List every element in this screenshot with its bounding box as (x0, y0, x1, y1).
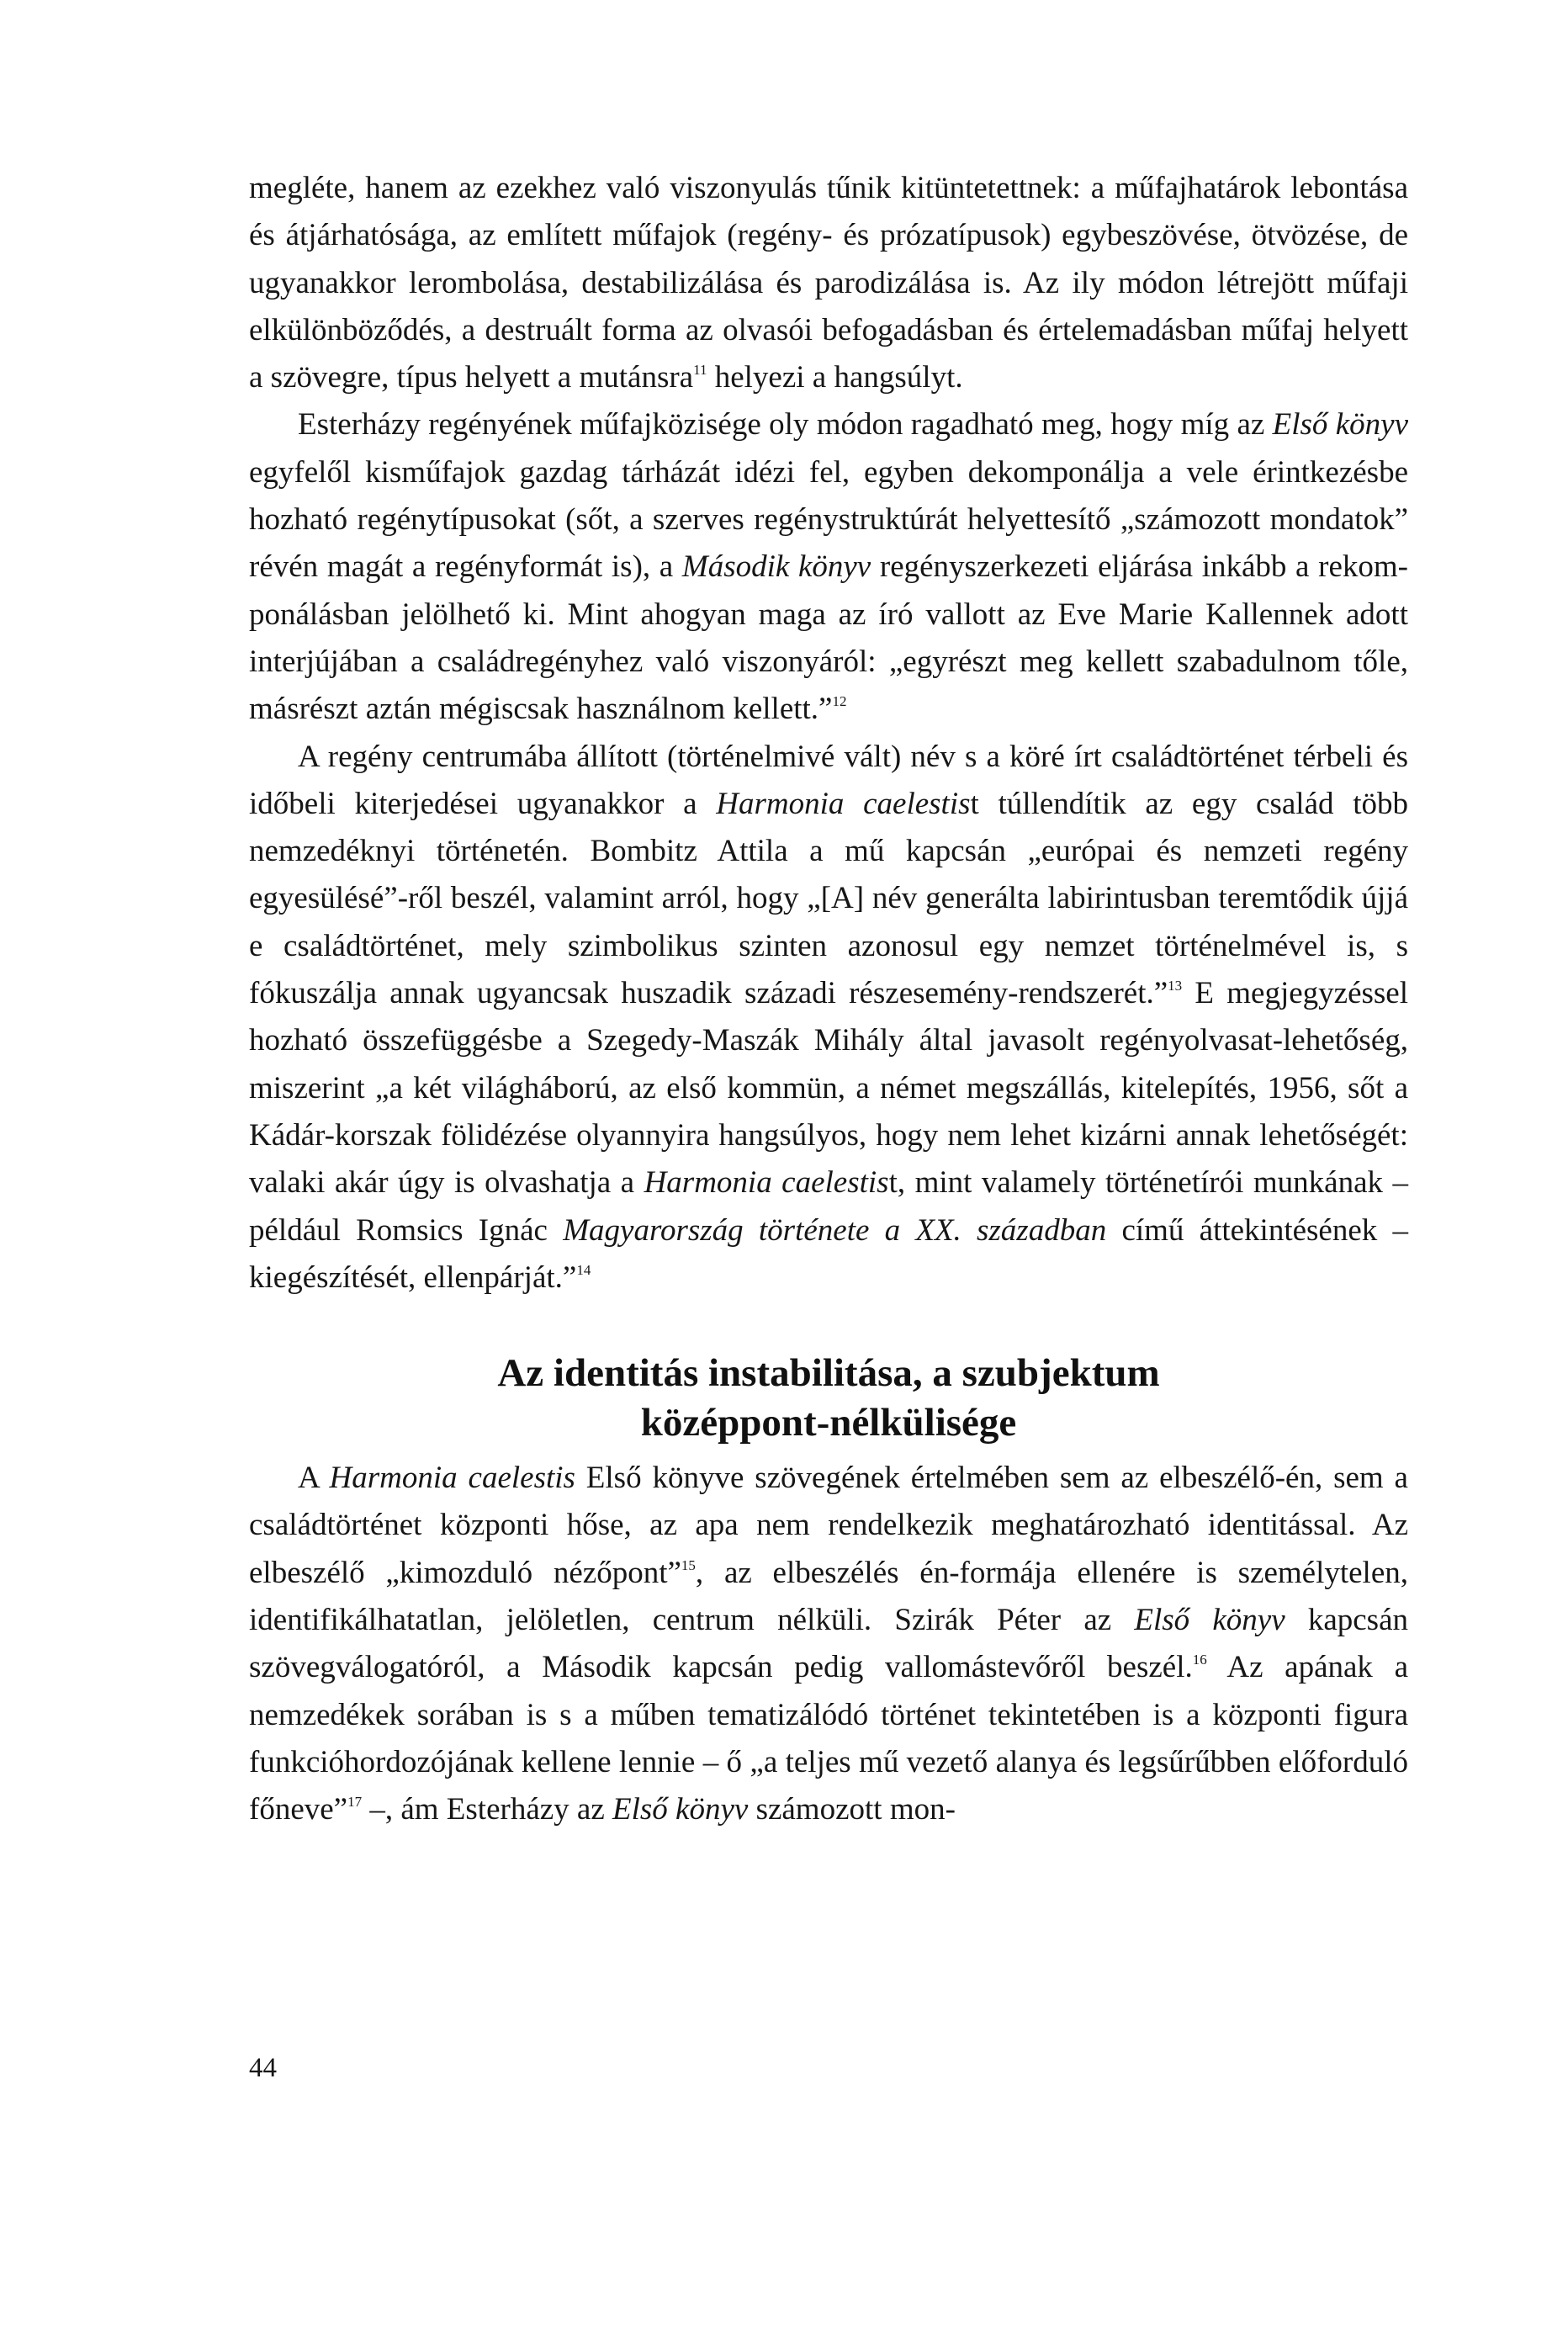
section-heading-line-2: középpont-nélkülisége (640, 1401, 1017, 1445)
section-heading (249, 1349, 1408, 1448)
italic-title: Magyarország története a XX. században (563, 1212, 1107, 1248)
text-run: számozott mon- (748, 1792, 956, 1827)
text-run: Esterházy regényének műfajközisége oly módon ragadható meg, hogy míg az (298, 407, 1273, 443)
italic-title: Harmonia caelestis (329, 1461, 575, 1496)
text-run: t túllendítik az egy család több nemzedéknyi történetén. Bombitz Attila a mű kapcsán „európai és nemzeti regény egyesülésé”-ről beszél, valamint arról, hogy „[A] név generálta labirintusban teremtődik újjá e családtörténet, mely szimbolikus szinten azonosul egy nemzet történelmével is, s fókuszálja annak ugyancsak huszadik századi részesemény-rendszerét.” (249, 786, 1408, 1011)
page-number: 44 (249, 2053, 277, 2083)
italic-title: Harmonia caelestis (644, 1165, 889, 1201)
text-run: A regény centrumába állított (történelmivé vált) név s a köré írt családtörténet térbeli és időbeli kiterjedései ugyanakkor a (249, 739, 1408, 821)
text-run: t, mint valamely történetírói munkának – például Romsics Ignác (249, 1165, 1408, 1248)
page-body (249, 165, 1408, 1834)
footnote-marker: 11 (693, 362, 707, 379)
italic-title: Első könyv (1272, 407, 1408, 443)
italic-title: Második könyv (681, 549, 871, 585)
text-run: Az apának a nemzedékek sorában is s a műben tematizálódó történet tekintetében is a központi figura funkcióhordozójának kellene lennie – ő „a teljes mű vezető alanya és legsűrűbben előforduló főneve” (249, 1650, 1408, 1827)
text-run: Első könyve szövegének értelmében sem az elbeszélő-én, sem a családtörténet központi hőse, az apa nem rendelkezik meghatározható identitással. Az elbeszélő „kimozduló nézőpont” (249, 1461, 1408, 1590)
text-run: megléte, hanem az ezekhez való viszonyulás tűnik kitüntetettnek: a műfajhatárok lebontása és átjárhatósága, az említett műfajok (regény- és prózatípusok) egybeszövése, ötvözése, de ugyanakkor lerombolása, destabilizálása és parodizálása is. Az ily módon létrejött műfaji elkülönböződés, a destruált forma az olvasói befogadásban és értelemadásban műfaj helyett a szövegre, típus helyett a mutánsra (249, 171, 1408, 395)
text-run: A (298, 1461, 330, 1496)
text-run: regényszerkezeti eljárása inkább a rekomponálásban jelölhető ki. Mint ahogyan maga az író vallott az Eve Marie Kallennek adott interjújában a családregényhez való viszonyáról: „egyrészt meg kellett szabadulnom tőle, másrészt aztán mégiscsak használnom kellett.” (249, 549, 1408, 727)
body-text-top (249, 165, 1408, 1302)
paragraph (249, 734, 1408, 1302)
section-heading-line-1: Az identitás instabilitása, a szubjektum (497, 1351, 1160, 1396)
footnote-marker: 13 (1168, 978, 1183, 994)
text-run: –, ám Esterházy az (362, 1792, 613, 1827)
footnote-marker: 17 (347, 1794, 363, 1811)
text-run: című áttekintésének – kiegészítését, ellenpárját.” (249, 1212, 1408, 1295)
footnote-marker: 12 (832, 693, 847, 710)
footnote-marker: 16 (1192, 1652, 1207, 1668)
paragraph (249, 165, 1408, 401)
text-run: helyezi a hangsúlyt. (707, 360, 963, 395)
footnote-marker: 15 (681, 1556, 696, 1573)
footnote-marker: 14 (576, 1261, 591, 1278)
italic-title: Első könyv (612, 1792, 749, 1827)
text-run: , az elbeszélés én-formája ellenére is személytelen, identifikálhatatlan, jelöletlen, centrum nélküli. Szirák Péter az (249, 1555, 1408, 1638)
paragraph (249, 401, 1408, 733)
italic-title: Harmonia caelestis (716, 786, 971, 821)
body-text-bottom (249, 1455, 1408, 1833)
italic-title: Első könyv (1134, 1603, 1285, 1638)
text-run: egyfelől kisműfajok gazdag tárházát idézi fel, egyben dekomponálja a vele érintkezésbe hozható regénytípusokat (sőt, a szerves regénystruktúrát helyettesítő „számozott mondatok” révén magát a regényformát is), a (249, 454, 1408, 585)
text-run: kapcsán szövegválogatóról, a Második kapcsán pedig vallomástevőről beszél. (249, 1603, 1409, 1685)
paragraph (249, 1455, 1408, 1833)
text-run: E megjegyzéssel hozható összefüggésbe a Szegedy-Maszák Mihály által javasolt regényolvasat-lehetőség, miszerint „a két világháború, az első kommün, a német megszállás, kitelepítés, 1956, sőt a Kádár-korszak fölidézése olyannyira hangsúlyos, hogy nem lehet kizárni annak lehetőségét: valaki akár úgy is olvashatja a (249, 976, 1408, 1201)
